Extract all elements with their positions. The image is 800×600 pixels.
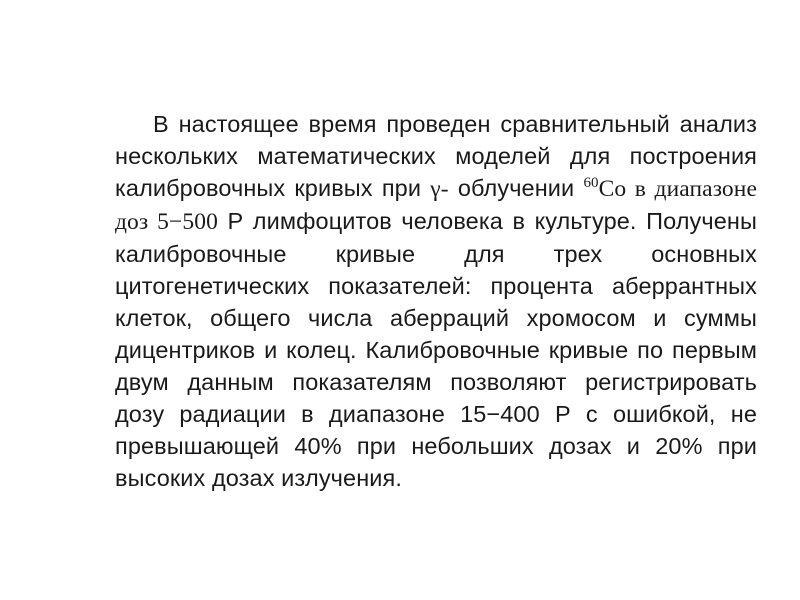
gamma-symbol: γ- [430,176,449,202]
paragraph-text-start: В настоящее время проведен сравнительный анализ нескольких математических моделей для построения калибровочных кривых при [115,111,757,201]
body-paragraph [115,108,757,494]
paragraph-text-irradiation: облучении [457,175,584,201]
isotope-dose-range: Co в диапазоне доз 5−500 [115,176,757,235]
paragraph-text-rest: Р лимфоцитов человека в культуре. Получены калибровочные кривые для трех основных цитогенетических показателей: процента аберрантных клеток, общего числа аберраций хромосом и суммы дицентриков и колец. Калибровочные кривые по первым двум данным показателям позволяют регистрировать дозу радиации в диапазоне 15−400 Р с ошибкой, не превышающей 40% при небольших дозах и 20% при высоких дозах излучения. [115,208,757,491]
isotope-mass-number: 60 [583,175,599,191]
